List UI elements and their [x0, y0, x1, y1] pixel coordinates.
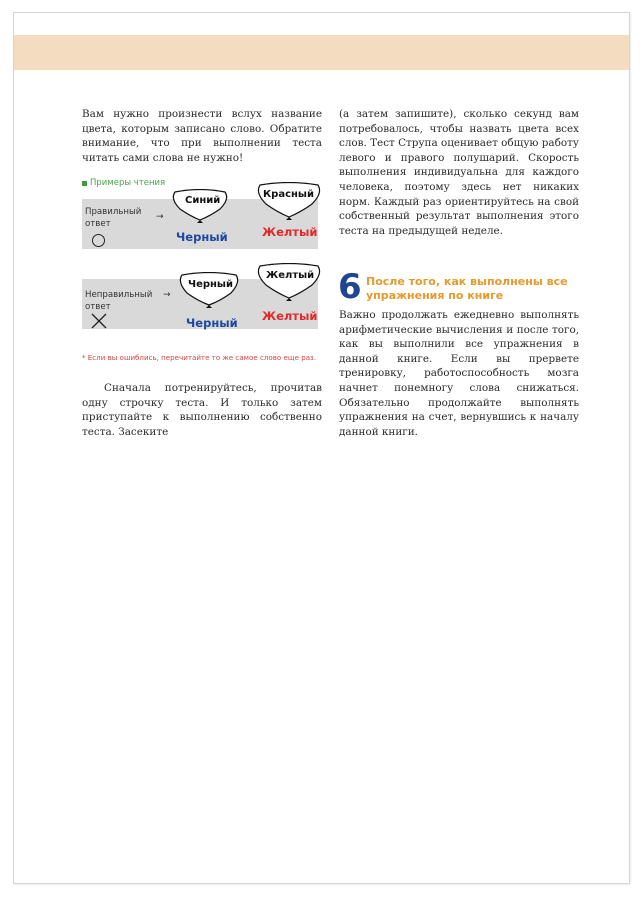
bubble-text-black: Черный [188, 279, 233, 290]
examples-label [82, 178, 165, 188]
correct-label-line1: Правильный [85, 207, 142, 217]
speech-bubble-icon [255, 182, 323, 220]
bubble-text-red: Красный [263, 189, 314, 200]
circle-icon [92, 234, 105, 247]
right-paragraph-2-text: Важно продолжать ежедневно выполнять арифметические вычисления и после того, как вы выполнили все упражнения в данной книге. Если вы прервете тренировку, работоспособность мозга начнет понемногу слова снижаться. Обязательно продолжайте выполнять упражнения на счет, вернувшись к началу данной книги. [339, 309, 579, 438]
word-black-in-blue: Черный [176, 230, 228, 244]
right-paragraph-1-text: (а затем запишите), сколько секунд вам потребовалось, чтобы назвать цвета всех слов. Тест Струпа оценивает общую работу левого и правого полушарий. Скорость выполнения индивидуальна для каждого человека, поэтому здесь нет никаких норм. Каждый раз ориентируйтесь на свой собственный результат выполнения этого теста на предыдущей неделе. [339, 108, 580, 237]
arrow-icon: → [163, 290, 171, 300]
wrong-label-line1: Неправильный [85, 290, 153, 300]
left-paragraph-1 [82, 107, 322, 165]
left-paragraph-2 [82, 381, 322, 439]
arrow-icon: → [156, 212, 164, 222]
wrong-example-panel [82, 270, 318, 330]
green-square-icon [82, 181, 87, 186]
header-band [14, 35, 629, 70]
figure-note: * Если вы ошиблись, перечитайте то же самое слово еще раз. [82, 353, 317, 362]
book-page [13, 12, 630, 884]
speech-bubble-icon [177, 272, 241, 308]
word-yellow-in-red: Желтый [262, 225, 318, 239]
section-number: 6 [338, 267, 362, 307]
examples-title: Примеры чтения [90, 178, 166, 188]
bubble-text-yellow: Желтый [266, 270, 315, 281]
word-black-in-blue: Черный [186, 316, 238, 330]
left-paragraph-2-text: Сначала потренируйтесь, прочитав одну строчку теста. И только затем приступайте к выполнению собственно теста. Засеките [82, 382, 322, 438]
left-paragraph-1-text: Вам нужно произнести вслух название цвета, которым записано слово. Обратите внимание, что при выполнении теста читать сами слова не нужно! [82, 108, 322, 164]
bubble-text-blue: Синий [185, 195, 221, 206]
speech-bubble-icon [255, 263, 323, 301]
correct-label-line2: ответ [85, 219, 111, 229]
wrong-label-line2: ответ [85, 302, 111, 312]
right-paragraph-2 [339, 308, 579, 439]
right-paragraph-1 [339, 107, 579, 238]
cross-icon [90, 312, 108, 330]
section-title: После того, как выполнены все упражнения по книге [366, 275, 568, 302]
correct-example-panel [82, 189, 318, 249]
word-yellow-in-red: Желтый [262, 309, 318, 323]
